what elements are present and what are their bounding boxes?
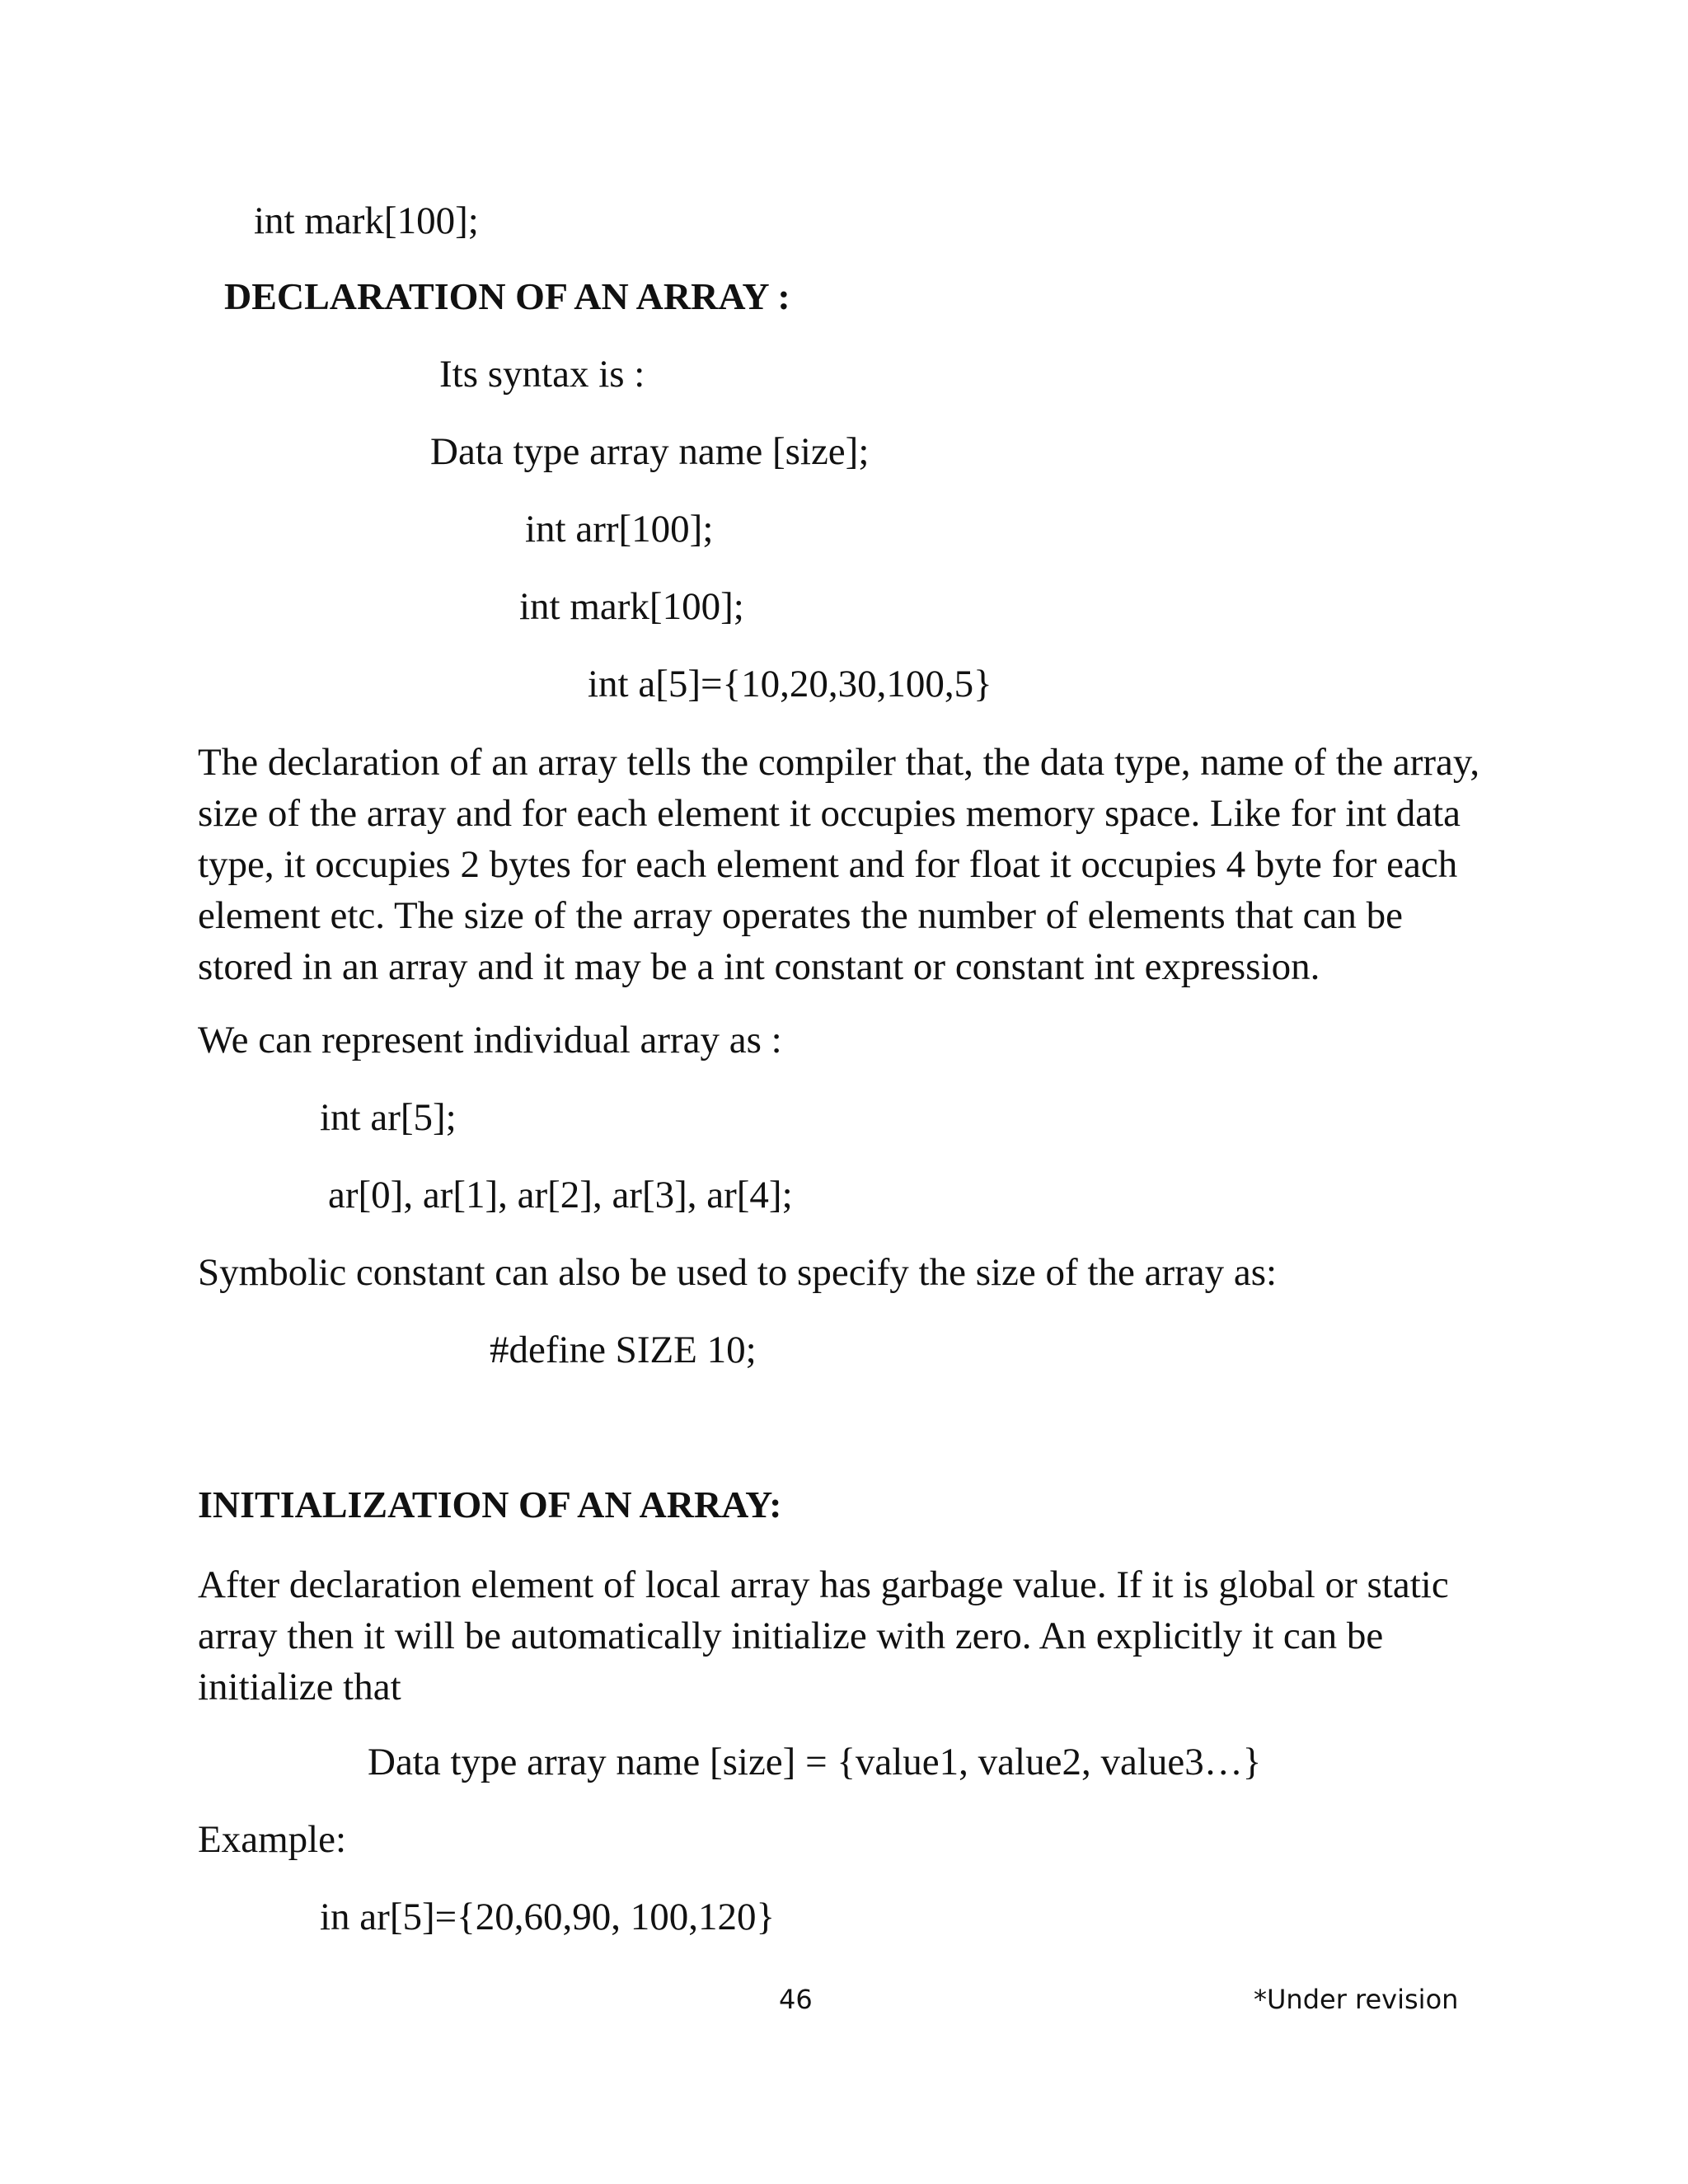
declaration-paragraph [198,737,1484,992]
represent-decl: int ar[5]; [320,1096,457,1139]
example-a-line: int a[5]={10,20,30,100,5} [588,663,992,705]
top-code-line: int mark[100]; [254,199,479,242]
initialization-paragraph [198,1559,1484,1713]
paragraph-line: size of the array and for each element it occupies memory space. Like for int data [198,792,1461,835]
paragraph-line: stored in an array and it may be a int constant or constant int expression. [198,945,1320,988]
paragraph-line: array then it will be automatically initialize with zero. An explicitly it can be [198,1615,1384,1657]
example-arr-line: int arr[100]; [525,508,714,551]
declaration-heading: DECLARATION OF AN ARRAY : [224,275,790,317]
represent-intro: We can represent individual array as : [198,1019,782,1062]
init-syntax-line: Data type array name [size] = {value1, value2, value3…} [368,1741,1262,1783]
paragraph-line: type, it occupies 2 bytes for each element and for float it occupies 4 byte for each [198,843,1458,886]
paragraph-line: initialize that [198,1666,401,1708]
represent-elements: ar[0], ar[1], ar[2], ar[3], ar[4]; [328,1174,793,1216]
define-line: #define SIZE 10; [490,1329,757,1371]
page-number: 46 [779,1984,813,2015]
paragraph-line: After declaration element of local array has garbage value. If it is global or static [198,1563,1449,1606]
example-label: Example: [198,1818,347,1861]
syntax-form: Data type array name [size]; [430,430,870,473]
syntax-intro: Its syntax is : [439,353,645,396]
paragraph-line: element etc. The size of the array operates the number of elements that can be [198,894,1404,937]
initialization-heading: INITIALIZATION OF AN ARRAY: [198,1483,782,1526]
example-code-line: in ar[5]={20,60,90, 100,120} [320,1896,775,1938]
paragraph-line: The declaration of an array tells the compiler that, the data type, name of the array, [198,741,1480,784]
revision-note: *Under revision [1254,1984,1459,2015]
symbolic-intro: Symbolic constant can also be used to specify the size of the array as: [198,1251,1278,1294]
example-mark-line: int mark[100]; [519,585,744,628]
